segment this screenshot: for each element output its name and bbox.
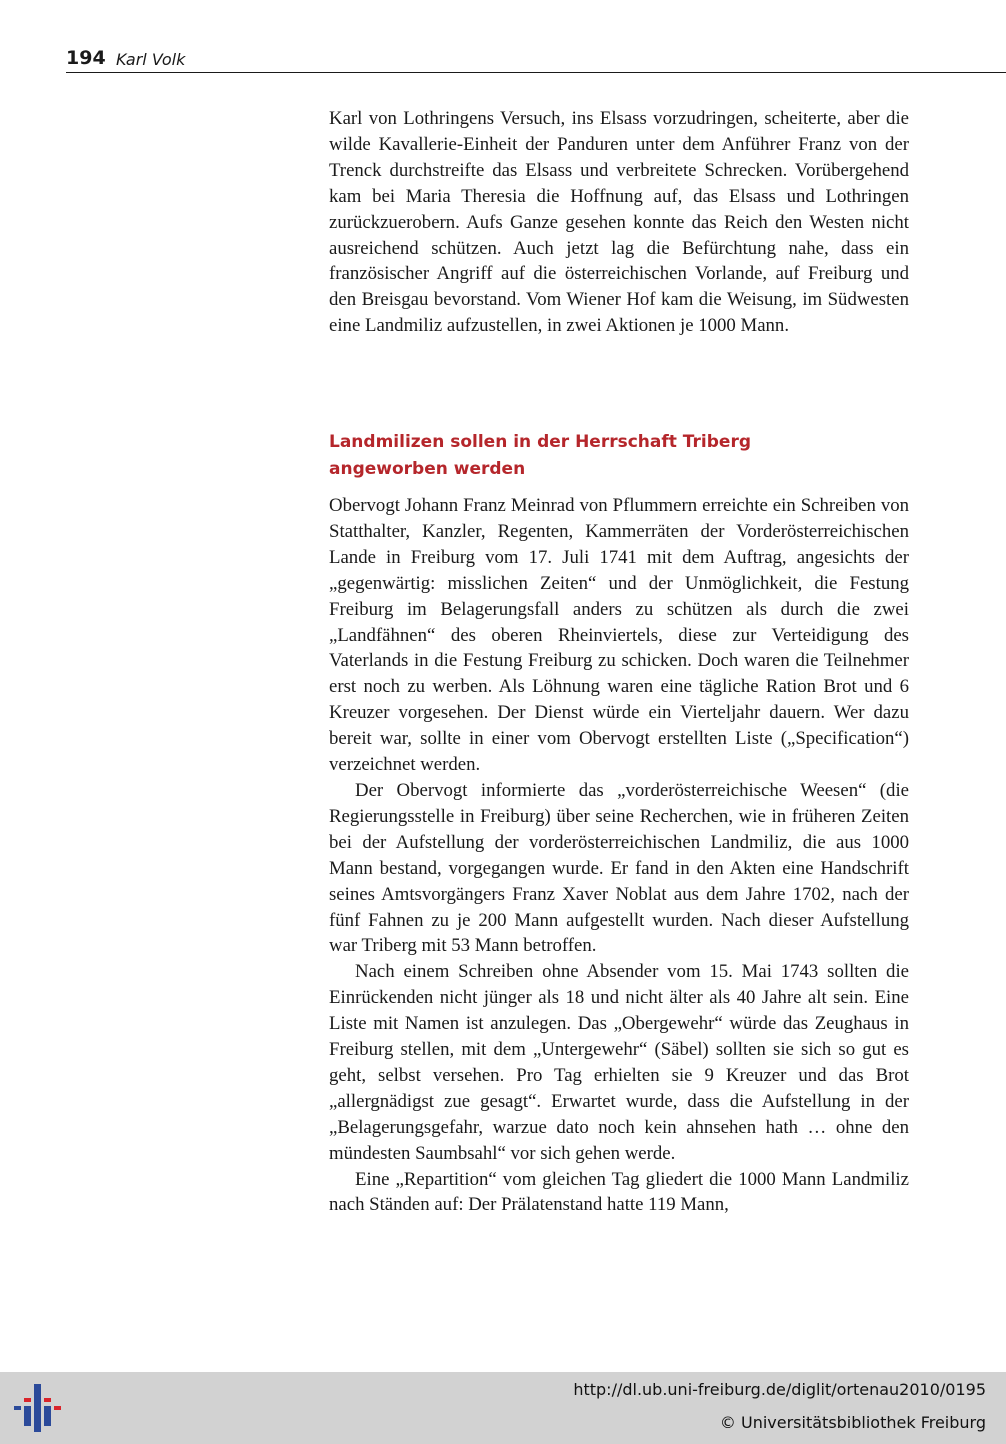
body-text-section-2 — [329, 493, 909, 1218]
paragraph: Nach einem Schreiben ohne Absender vom 15. Mai 1743 sollten die Einrückenden nicht jünger als 18 und nicht älter als 40 Jahre alt sein. Eine Liste mit Namen ist anzulegen. Das „Obergewehr“ würde das Zeughaus in Freiburg stellen, mit dem „Untergewehr“ (Säbel) sollten sie sich so gut es geht, selbst versehen. Pro Tag erhielten sie 9 Kreuzer und das Brot „allergnädigst zue gesagt“. Erwartet wurde, dass die Aufstellung in der „Belagerungsgefahr, warzue dato noch kein ahnsehen hath … ohne den mündesten Saumbsahl“ vor sich gehen werde. — [329, 961, 909, 1164]
page-number: 194 — [66, 47, 106, 69]
paragraph: Obervogt Johann Franz Meinrad von Pflummern erreichte ein Schreiben von Statthalter, Kanzler, Regenten, Kammerräten der Vorderösterreichischen Lande in Freiburg vom 17. Juli 1741 mit dem Auftrag, angesichts der „gegenwärtig: misslichen Zeiten“ und der Unmöglichkeit, die Festung Freiburg im Belagerungsfall anders zu schützen als durch die zwei „Landfähnen“ des oberen Rheinviertels, diese zur Verteidigung des Vaterlands in die Festung Freiburg zu schicken. Doch waren die Teilnehmer erst noch zu werben. Als Löhnung waren eine tägliche Ration Brot und 6 Kreuzer vorgesehen. Der Dienst würde ein Vierteljahr dauern. Wer dazu bereit war, sollte in einer vom Obervogt erstellten Liste („Specification“) verzeichnet werden. — [329, 495, 909, 776]
section-heading-line-1: Landmilizen sollen in der Herrschaft Triberg — [329, 432, 751, 452]
paragraph: Eine „Repartition“ vom gleichen Tag gliedert die 1000 Mann Landmiliz nach Ständen auf: Der Prälatenstand hatte 119 Mann, — [329, 1168, 909, 1216]
section-heading-line-2: angeworben werden — [329, 459, 526, 479]
section-heading — [329, 429, 909, 483]
library-footer — [0, 1372, 1006, 1444]
paragraph: Der Obervogt informierte das „vorderösterreichische Weesen“ (die Regierungsstelle in Freiburg) über seine Recherchen, wie in früheren Zeiten bei der Aufstellung der vorderösterreichischen Landmiliz, die aus 1000 Mann bestand, vorgegangen wurde. Er fand in den Akten eine Handschrift seines Amtsvorgängers Franz Xaver Noblat aus dem Jahre 1702, nach der fünf Fahnen zu je 200 Mann aufgestellt wurden. Nach dieser Aufstellung war Triberg mit 53 Mann betroffen. — [329, 779, 909, 957]
running-author: Karl Volk — [116, 50, 186, 69]
library-logo-icon — [10, 1382, 66, 1434]
copyright-notice: © Universitätsbibliothek Freiburg — [719, 1413, 986, 1432]
running-header — [66, 44, 1006, 73]
permalink[interactable]: http://dl.ub.uni-freiburg.de/diglit/ortenau2010/0195 — [573, 1380, 986, 1399]
paragraph: Karl von Lothringens Versuch, ins Elsass vorzudringen, scheiterte, aber die wilde Kavallerie-Einheit der Panduren unter dem Anführer Franz von der Trenck durchstreifte das Elsass und verbreitete Schrecken. Vorübergehend kam bei Maria Theresia die Hoffnung auf, das Elsass und Lothringen zurückzuerobern. Aufs Ganze gesehen konnte das Reich den Westen nicht ausreichend schützen. Auch jetzt lag die Befürchtung nahe, dass ein französischer Angriff auf die österreichischen Vorlande, auf Freiburg und den Breisgau bevorstand. Vom Wiener Hof kam die Weisung, im Südwesten eine Landmiliz aufzustellen, in zwei Aktionen je 1000 Mann. — [329, 108, 909, 337]
body-text-section-1 — [329, 106, 909, 339]
